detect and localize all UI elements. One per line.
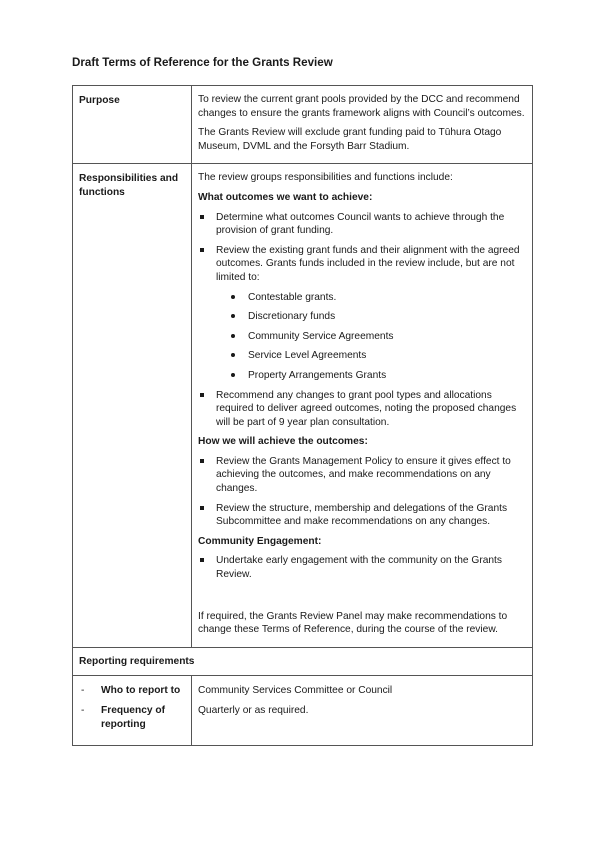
responsibilities-intro: The review groups responsibilities and functions include: bbox=[198, 172, 453, 184]
list-item: Recommend any changes to grant pool types and allocations required to deliver agreed outcomes, noting the proposed changes will be part of 9 year plan consultation. bbox=[198, 389, 526, 430]
purpose-row bbox=[73, 86, 533, 164]
purpose-text-1: To review the current grant pools provided by the DCC and recommend changes to ensure the grants framework aligns with Council’s outcomes. bbox=[198, 94, 525, 119]
list-item: Determine what outcomes Council wants to achieve through the provision of grant funding. bbox=[198, 211, 526, 238]
document-title: Draft Terms of Reference for the Grants Review bbox=[72, 56, 333, 69]
list-item: Undertake early engagement with the community on the Grants Review. bbox=[198, 554, 526, 581]
reporting-header-row bbox=[73, 647, 533, 676]
reporting-criteria bbox=[73, 676, 192, 746]
sub-list-item: Discretionary funds bbox=[198, 310, 526, 324]
spacer bbox=[198, 588, 526, 610]
sub-list-item: Community Service Agreements bbox=[198, 330, 526, 344]
engagement-heading: Community Engagement: bbox=[198, 535, 322, 547]
responsibilities-content bbox=[192, 164, 533, 647]
purpose-content bbox=[192, 86, 533, 164]
reporting-label: Reporting requirements bbox=[73, 647, 533, 676]
list-item: Review the structure, membership and delegations of the Grants Subcommittee and make recommendations on any changes. bbox=[198, 502, 526, 529]
terms-table bbox=[72, 85, 533, 746]
sub-list-item: Contestable grants. bbox=[198, 291, 526, 305]
purpose-text-2: The Grants Review will exclude grant funding paid to Tūhura Otago Museum, DVML and the Forsyth Barr Stadium. bbox=[198, 127, 502, 152]
who-label: - Who to report to bbox=[79, 684, 185, 698]
reporting-detail-row bbox=[73, 676, 533, 746]
reporting-values bbox=[192, 676, 533, 746]
sub-list-item: Service Level Agreements bbox=[198, 349, 526, 363]
list-item: Review the existing grant funds and their alignment with the agreed outcomes. Grants funds included in the review include, but are not limited to: bbox=[198, 244, 526, 285]
list-item: Review the Grants Management Policy to ensure it gives effect to achieving the outcomes, and make recommendations on any changes. bbox=[198, 455, 526, 496]
achieve-heading: How we will achieve the outcomes: bbox=[198, 436, 368, 448]
frequency-value: Quarterly or as required. bbox=[198, 705, 309, 716]
responsibilities-row bbox=[73, 164, 533, 647]
frequency-label: - Frequency of reporting bbox=[79, 704, 185, 731]
responsibilities-label: Responsibilities and functions bbox=[73, 164, 192, 647]
closing-text: If required, the Grants Review Panel may make recommendations to change these Terms of Reference, during the course of the review. bbox=[198, 610, 508, 636]
purpose-label: Purpose bbox=[73, 86, 192, 164]
outcomes-heading: What outcomes we want to achieve: bbox=[198, 191, 373, 203]
sub-list-item: Property Arrangements Grants bbox=[198, 369, 526, 383]
who-value: Community Services Committee or Council bbox=[198, 685, 393, 697]
